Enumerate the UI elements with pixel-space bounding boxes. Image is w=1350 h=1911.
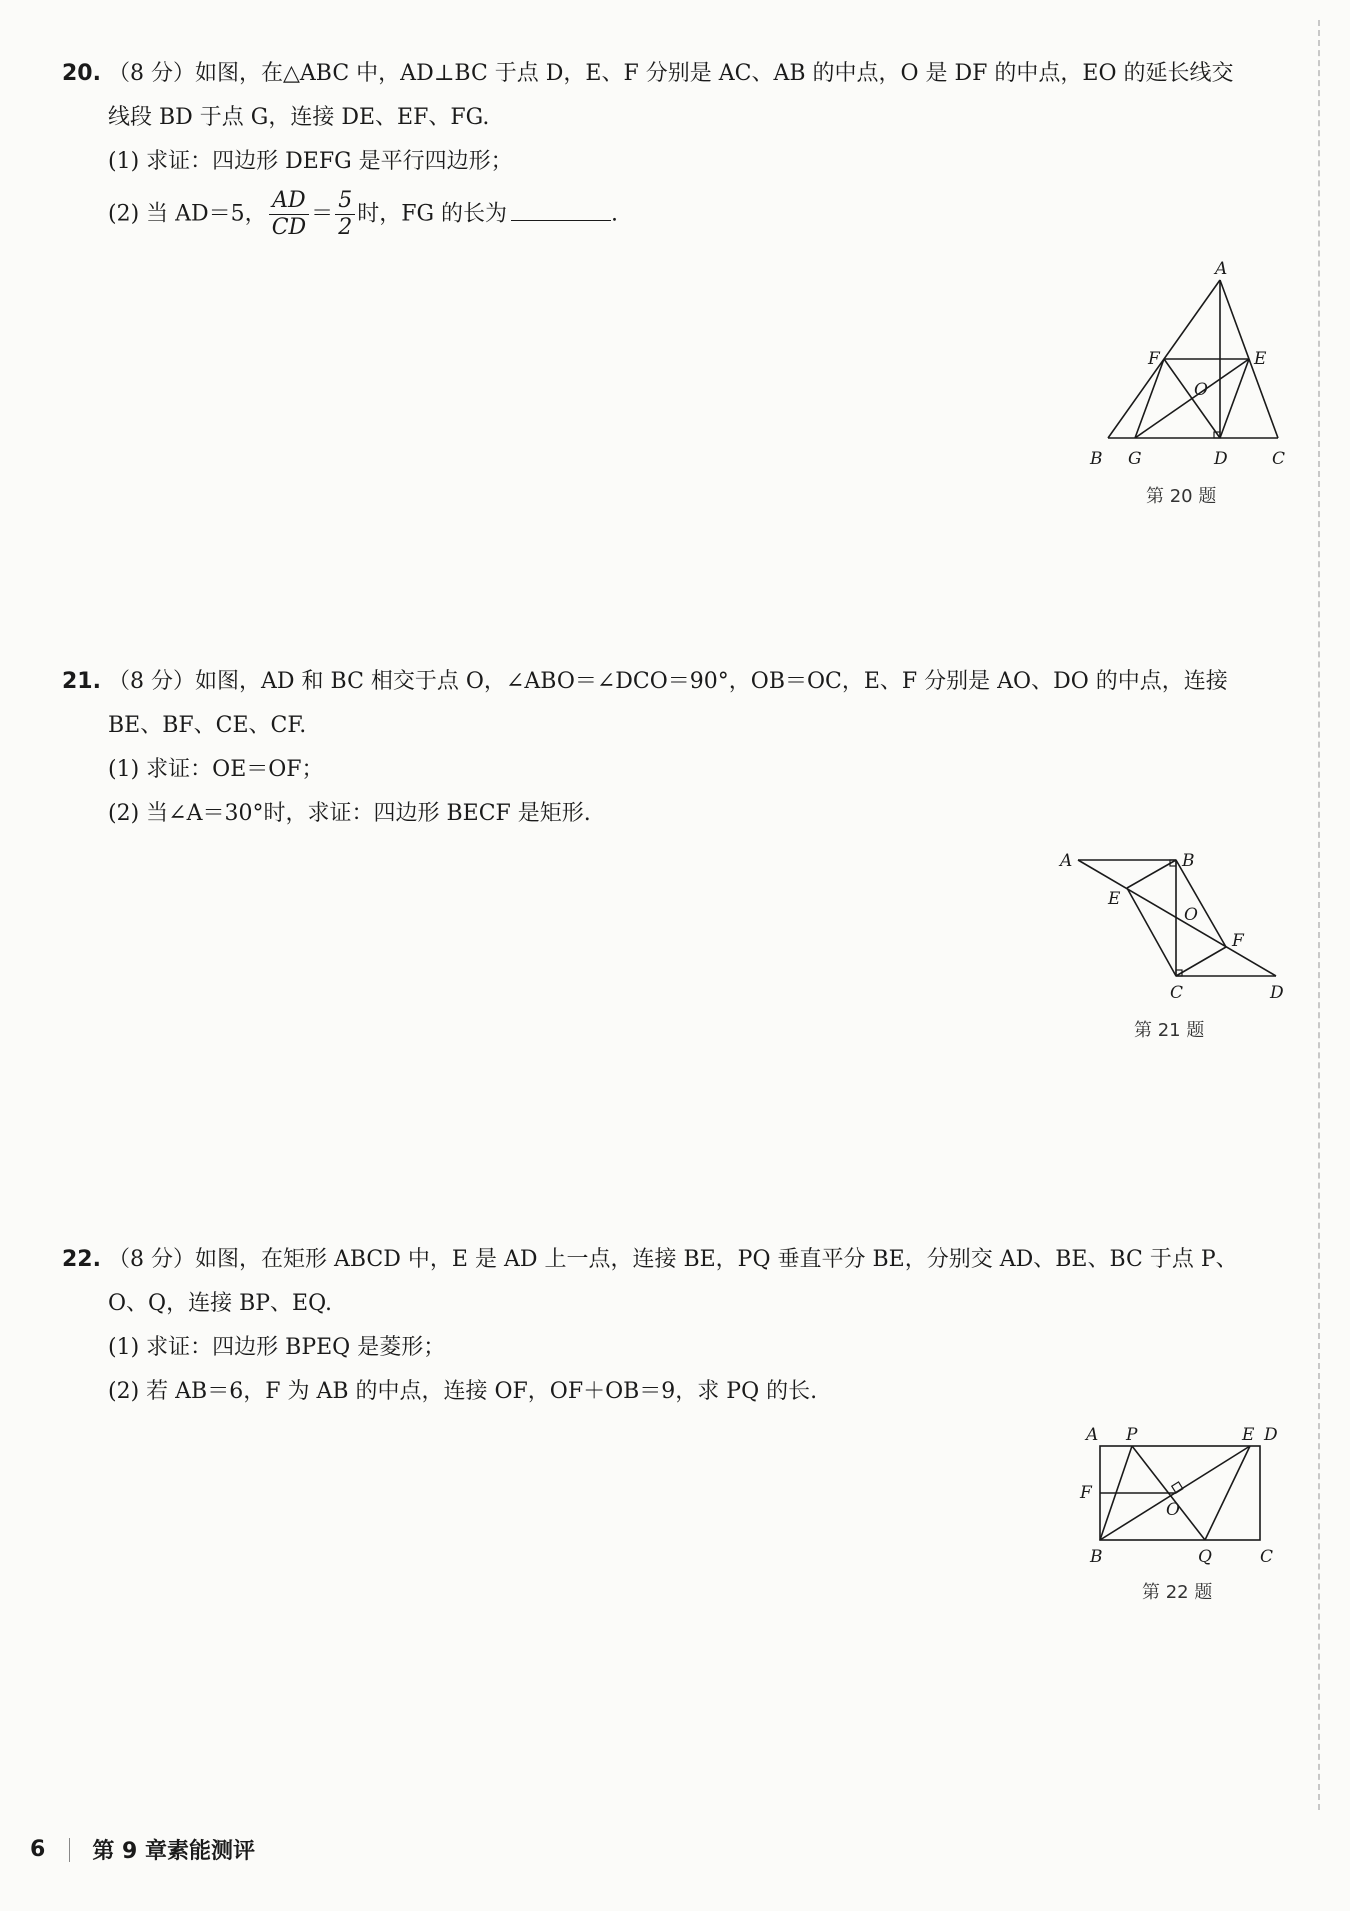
segment-eg (1135, 359, 1249, 438)
problem-21-line1 (62, 660, 1302, 704)
figure-22-caption: 第 22 题 (1142, 1582, 1213, 1603)
label-e: E (1108, 889, 1121, 909)
problem-22-line1 (62, 1238, 1302, 1282)
label-d: D (1270, 983, 1284, 1003)
problem-20-part2-suffix: 时，FG 的长为 (357, 201, 508, 227)
problem-20-number: 20. (62, 61, 101, 86)
segment-bf (1176, 860, 1226, 947)
label-b: B (1090, 449, 1103, 469)
problem-21 (62, 660, 1302, 836)
label-a: A (1086, 1425, 1099, 1445)
period: . (611, 201, 619, 227)
problem-20 (62, 52, 1302, 241)
segment-ad (1078, 860, 1276, 976)
fraction-5-2 (335, 188, 355, 241)
figure-20 (1080, 259, 1300, 480)
label-q: Q (1198, 1547, 1212, 1567)
problem-20-line1 (62, 52, 1302, 96)
page-footer (30, 1834, 255, 1865)
problem-22-stem: （8 分）如图，在矩形 ABCD 中，E 是 AD 上一点，连接 BE，PQ 垂直平分 BE，分别交 AD、BE、BC 于点 P、 (107, 1247, 1238, 1272)
problem-20-line2: 线段 BD 于点 G，连接 DE、EF、FG. (108, 105, 490, 130)
problem-21-part1: (1) 求证：OE＝OF； (108, 757, 324, 782)
label-o: O (1166, 1500, 1180, 1520)
problem-22-line2: O、Q，连接 BP、EQ. (108, 1291, 333, 1316)
label-a: A (1060, 851, 1073, 871)
label-e: E (1242, 1425, 1255, 1445)
chapter-title: 第 9 章素能测评 (92, 1839, 255, 1864)
answer-blank[interactable] (511, 198, 611, 221)
label-c: C (1170, 983, 1184, 1003)
figure-21 (1060, 850, 1300, 1010)
label-c: C (1260, 1547, 1274, 1567)
label-o: O (1194, 380, 1208, 400)
problem-21-part2: (2) 当∠A＝30°时，求证：四边形 BECF 是矩形. (108, 801, 591, 826)
problem-22-number: 22. (62, 1247, 101, 1272)
figure-22-diagram (1080, 1420, 1300, 1570)
segment-ce (1127, 888, 1176, 976)
label-o: O (1184, 905, 1198, 925)
problem-20-stem: （8 分）如图，在△ABC 中，AD⊥BC 于点 D，E、F 分别是 AC、AB 的中点，O 是 DF 的中点，EO 的延长线交 (107, 61, 1234, 86)
label-b: B (1090, 1547, 1103, 1567)
problem-22-part2: (2) 若 AB＝6，F 为 AB 的中点，连接 OF，OF＋OB＝9，求 PQ 的长. (108, 1379, 818, 1404)
problem-22 (62, 1238, 1302, 1414)
page-number: 6 (30, 1837, 46, 1862)
problem-21-line2: BE、BF、CE、CF. (108, 713, 307, 738)
segment-cf (1176, 947, 1226, 976)
segment-fg (1135, 359, 1164, 438)
figure-20-diagram (1080, 259, 1300, 480)
problem-20-part2-prefix: (2) 当 AD＝5， (108, 201, 267, 227)
label-f: F (1148, 349, 1160, 369)
label-f: F (1080, 1483, 1092, 1503)
segment-de (1220, 359, 1249, 438)
label-g: G (1128, 449, 1142, 469)
problem-20-part1: (1) 求证：四边形 DEFG 是平行四边形； (108, 149, 513, 174)
label-p: P (1126, 1425, 1138, 1445)
fraction-numerator: 5 (335, 188, 355, 215)
equals-sign: ＝ (311, 201, 334, 227)
fraction-ad-cd (269, 188, 309, 241)
footer-divider (69, 1838, 70, 1862)
problem-21-number: 21. (62, 669, 101, 694)
segment-be (1127, 860, 1176, 888)
figure-21-diagram (1060, 850, 1300, 1010)
label-d: D (1214, 449, 1228, 469)
label-a: A (1215, 259, 1228, 279)
label-f: F (1232, 931, 1244, 951)
page-dashed-border (1318, 20, 1320, 1810)
problem-20-part2 (62, 188, 1302, 241)
label-c: C (1272, 449, 1286, 469)
figure-22 (1080, 1420, 1300, 1570)
figure-21-caption: 第 21 题 (1134, 1020, 1205, 1041)
label-b: B (1182, 851, 1195, 871)
fraction-denominator: 2 (338, 215, 353, 240)
problem-22-part1: (1) 求证：四边形 BPEQ 是菱形； (108, 1335, 446, 1360)
fraction-numerator: AD (269, 188, 309, 215)
label-d: D (1264, 1425, 1278, 1445)
label-e: E (1254, 349, 1267, 369)
fraction-denominator: CD (271, 215, 307, 240)
figure-20-caption: 第 20 题 (1146, 486, 1217, 507)
problem-21-stem: （8 分）如图，AD 和 BC 相交于点 O，∠ABO＝∠DCO＝90°，OB＝OC，E、F 分别是 AO、DO 的中点，连接 (107, 669, 1228, 694)
